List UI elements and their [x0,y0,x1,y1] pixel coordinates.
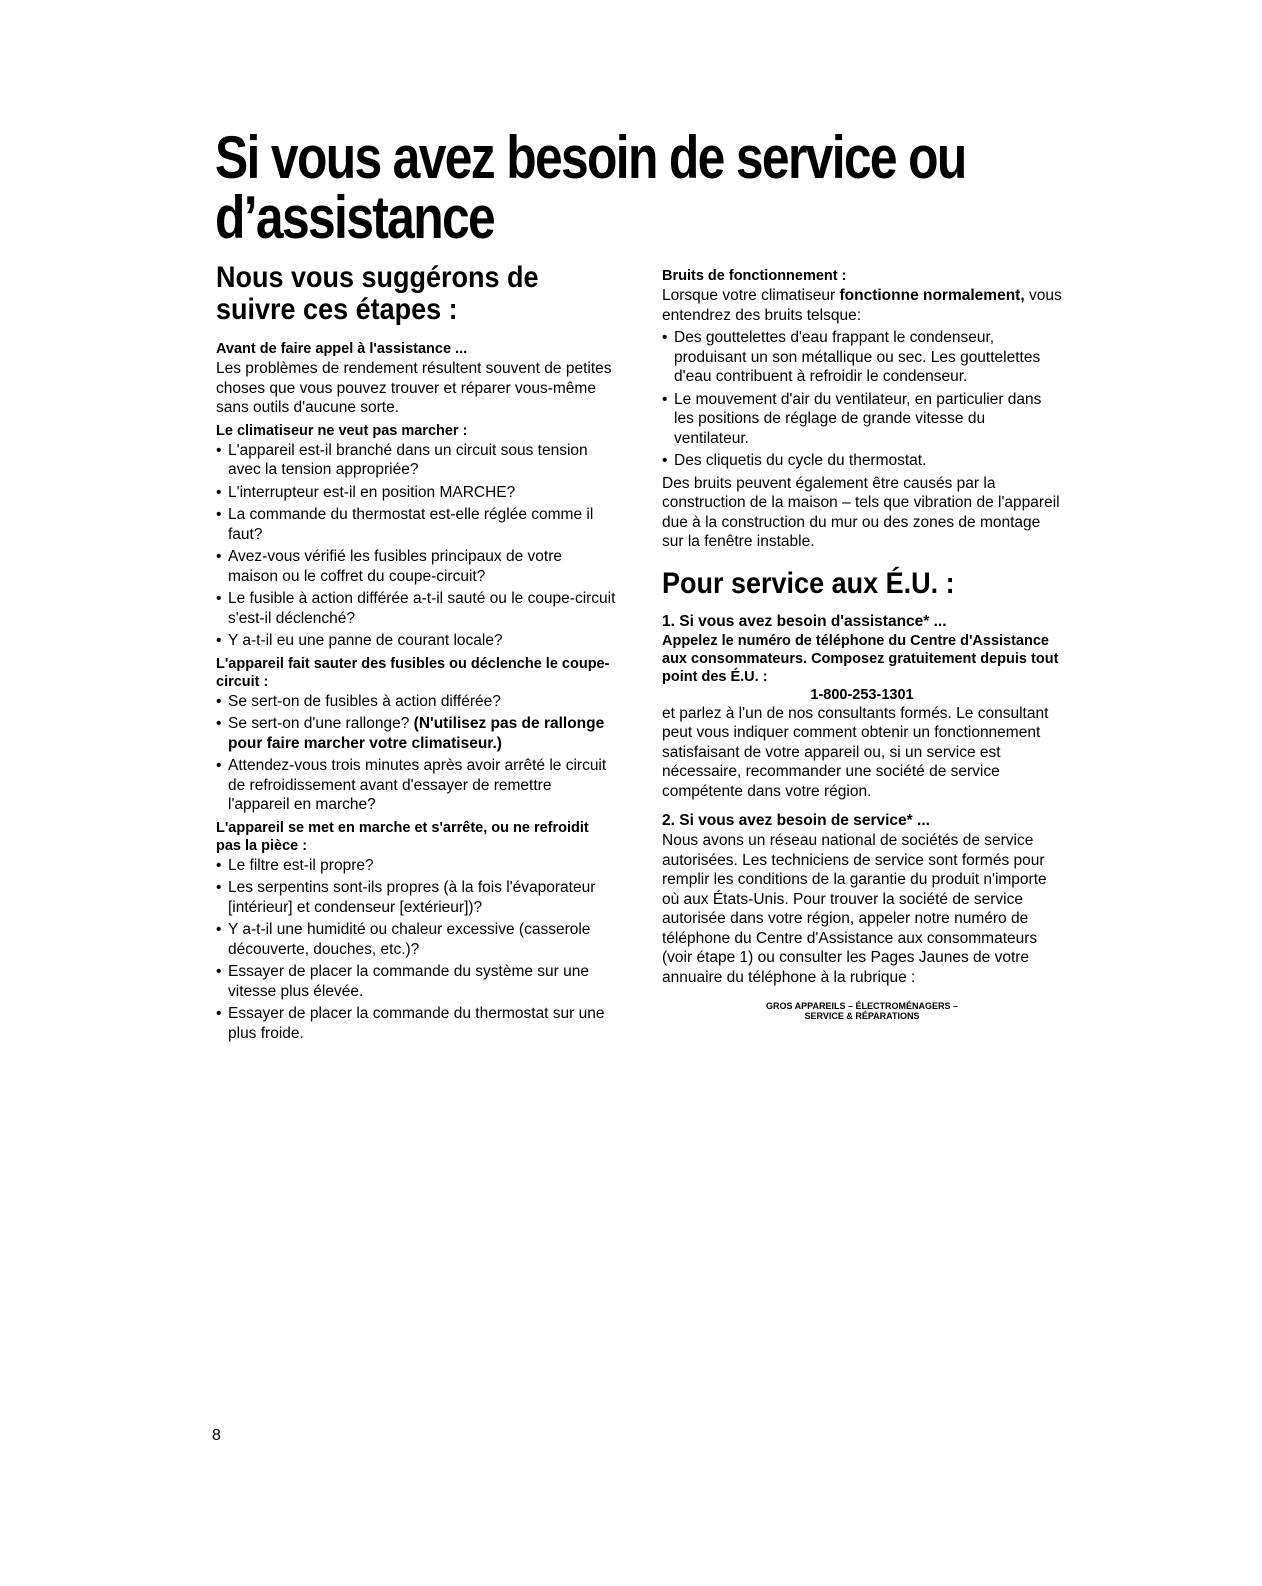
list-item [216,714,616,753]
extension-cord-warning: (N'utilisez pas de rallonge pour faire marcher votre climatiseur.) [228,715,605,752]
us-service-heading: Pour service aux É.U. : [662,566,955,600]
noise-list [662,328,1062,471]
wont-run-heading: Le climatiseur ne veut pas marcher : [216,422,468,439]
list-item: • Des cliquetis du cycle du thermostat. [662,451,1062,471]
list-item: • Des gouttelettes d'eau frappant le condenseur, produisant un son métallique ou sec. Les gouttelettes d'eau contribuent à refroidir le condenseur. [662,328,1062,387]
list-item: • Le filtre est-il propre? [216,856,616,876]
noise-heading: Bruits de fonctionnement : [662,268,847,284]
steps-subtitle-line-1: Nous vous suggérons de [216,261,539,294]
noise-intro [662,286,1062,325]
left-column [216,262,616,1046]
cycles-list [216,856,616,1044]
list-item: • Essayer de placer la commande du système sur une vitesse plus élevée. [216,962,616,1001]
list-item: • Les serpentins sont-ils propres (à la fois l'évaporateur [intérieur] et condenseur [extérieur])? [216,878,616,917]
call-center-text: Appelez le numéro de téléphone du Centre d'Assistance aux consommateurs. Composez gratuitement depuis tout point des É.U. : [662,632,1059,685]
list-item: • Y a-t-il eu une panne de courant locale? [216,631,616,651]
list-item: • Se sert-on de fusibles à action différée? [216,692,616,712]
list-item: • Avez-vous vérifié les fusibles principaux de votre maison ou le coffret du coupe-circuit? [216,547,616,586]
yellow-pages-line-2: SERVICE & RÉPARATIONS [804,1011,920,1021]
page-title [215,124,979,251]
list-item: • L'appareil est-il branché dans un circuit sous tension avec la tension appropriée? [216,441,616,480]
list-item: • La commande du thermostat est-elle réglée comme il faut? [216,505,616,544]
yellow-pages-heading [662,1001,1062,1021]
noise-outro: Des bruits peuvent également être causés par la construction de la maison – tels que vibration de l'appareil due à la construction du mur ou des zones de montage sur la fenêtre instable. [662,474,1060,550]
wont-run-list [216,441,616,651]
yellow-pages-line-1: GROS APPAREILS – ÉLECTROMÉNAGERS – [765,1001,959,1011]
page-number: 8 [212,1427,221,1444]
list-item: • Le fusible à action différée a-t-il sauté ou le coupe-circuit s'est-il déclenché? [216,589,616,628]
page-title-line-1: Si vous avez besoin de service ou [215,124,966,191]
before-calling-heading: Avant de faire appel à l'assistance ... [216,341,468,357]
blows-fuses-list [216,692,616,815]
steps-subtitle [216,262,612,326]
service-heading: 2. Si vous avez besoin de service* ... [662,812,930,829]
page-title-line-2: d’assistance [215,184,495,251]
steps-subtitle-line-2: suivre ces étapes : [216,293,458,326]
cycles-heading: L'appareil se met en marche et s'arrête, ou ne refroidit pas la pièce : [216,819,589,854]
assistance-heading: 1. Si vous avez besoin d'assistance* ... [662,612,947,630]
list-item: • Y a-t-il une humidité ou chaleur excessive (casserole découverte, douches, etc.)? [216,920,616,959]
noise-intro-start: Lorsque votre climatiseur [662,287,836,304]
list-item: • L'interrupteur est-il en position MARCHE? [216,483,616,503]
phone-number: 1-800-253-1301 [810,686,914,703]
right-column [662,267,1062,1021]
blows-fuses-heading: L'appareil fait sauter des fusibles ou déclenche le coupe-circuit : [216,655,610,690]
service-text: Nous avons un réseau national de sociétés de service autorisées. Les techniciens de service sont formés pour remplir les conditions de la garantie du produit n'importe où aux États-Unis. Pour trouver la société de service autorisée dans votre région, appeler notre numéro de téléphone du Centre d'Assistance aux consommateurs (voir étape 1) ou consulter les Pages Jaunes de votre annuaire du téléphone à la rubrique : [662,832,1047,986]
list-item: • Essayer de placer la commande du thermostat sur une plus froide. [216,1004,616,1043]
extension-cord-question: Se sert-on d'une rallonge? [228,715,410,732]
list-item: • Attendez-vous trois minutes après avoir arrêté le circuit de refroidissement avant d'essayer de remettre l'appareil en marche? [216,756,616,815]
noise-intro-bold: fonctionne normalement, [839,287,1025,304]
list-item: • Le mouvement d'air du ventilateur, en particulier dans les positions de réglage de grande vitesse du ventilateur. [662,390,1062,449]
consultant-text: et parlez à l'un de nos consultants formés. Le consultant peut vous indiquer comment obtenir un fonctionnement satisfaisant de votre appareil ou, si un service est nécessaire, recommander une société de service compétente dans votre région. [662,704,1049,800]
noise-intro-end: vous entendrez des bruits telsque: [662,287,1062,324]
before-calling-text: Les problèmes de rendement résultent souvent de petites choses que vous pouvez trouver et réparer vous-même sans outils d'aucune sorte. [216,360,612,416]
